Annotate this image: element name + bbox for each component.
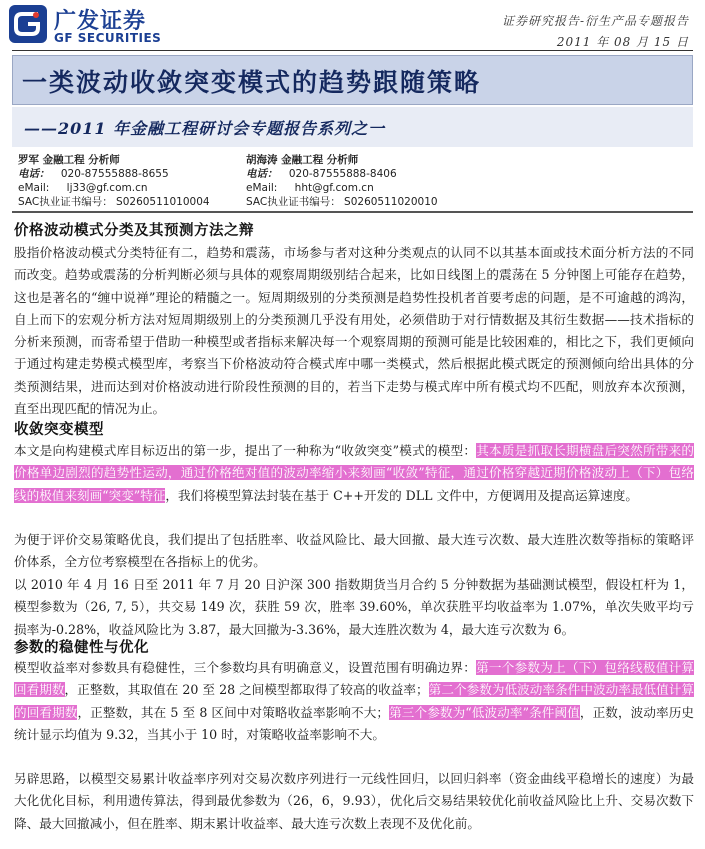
robustness-highlight-3: 第三个参数为“低波动率”条件阈值 xyxy=(389,704,580,720)
brand-name-en: GF SECURITIES xyxy=(54,31,162,45)
author-2-phone-label: 电话： xyxy=(246,168,278,180)
header-divider xyxy=(12,50,693,51)
author-1-sac xyxy=(18,196,210,209)
report-type: 证券研究报告-衍生产品专题报告 xyxy=(501,14,689,28)
section-heading-model: 收敛突变模型 xyxy=(14,421,104,438)
author-2-sac-value: S0260511020010 xyxy=(344,196,438,208)
author-2-email-value[interactable]: hht@gf.com.cn xyxy=(294,182,374,194)
author-2-sac xyxy=(246,196,438,209)
paragraph-optimization: 另辟思路，以模型交易累计收益率序列对交易次数序列进行一元线性回归，以回归斜率（资金曲线平稳增长的速度）为最大化优化目标，利用遗传算法，得到最优参数为（26，6，9.93），优化后交易结果较优化前收益风险比上升、交易次数下降、最大回撤减小，但在胜率、期末累计收益率、最大连亏次数上表现不及优化前。 xyxy=(14,771,694,831)
report-date: 2011 年 08 月 15 日 xyxy=(556,35,689,49)
robustness-text-d: ，正数，波动率历史统计显示均值为 9.32，当其小于 10 时，对策略收益率影响不大。 xyxy=(14,704,695,742)
model-intro-text-a: 本文是向构建模式库目标迈出的第一步，提出了一种称为“收敛突变”模式的模型： xyxy=(14,443,477,458)
section-heading-robustness: 参数的稳健性与优化 xyxy=(14,639,149,656)
author-1-email-label: eMail: xyxy=(18,182,50,194)
paragraph-backtest: 以 2010 年 4 月 16 日至 2011 年 7 月 20 日沪深 300 指数期货当月合约 5 分钟数据为基础测试模型，假设杠杆为 1，模型参数为（26, 7, 5），共交易 149 次，获胜 59 次，胜率 39.60%，单次获胜平均收益率为 1.07%，单次失败平均亏损率为-0.28%，收益风险比为 3.87，最大回撤为-3.36%，最大连胜次数为 4，最大连亏次数为 6。 xyxy=(14,577,694,637)
author-2-name: 胡海涛 金融工程 分析师 xyxy=(246,154,359,166)
author-divider xyxy=(12,211,693,213)
page-title: 一类波动收敛突变模式的趋势跟随策略 xyxy=(22,68,482,97)
author-2-phone-value: 020-87555888-8406 xyxy=(288,168,397,180)
author-1-phone xyxy=(18,168,169,181)
author-1-phone-label: 电话： xyxy=(18,168,50,180)
author-1-sac-value: S0260511010004 xyxy=(116,196,210,208)
author-2-email xyxy=(246,182,374,195)
author-1-email-value[interactable]: lj33@gf.com.cn xyxy=(66,182,148,194)
author-1-phone-value: 020-87555888-8655 xyxy=(60,168,169,180)
section-heading-classification: 价格波动模式分类及其预测方法之辩 xyxy=(14,222,254,239)
paragraph-evaluation: 为便于评价交易策略优良，我们提出了包括胜率、收益风险比、最大回撤、最大连亏次数、最大连胜次数等指标的策略评价体系，全方位考察模型在各指标上的优劣。 xyxy=(14,532,694,570)
author-2-sac-label: SAC执业证书编号： xyxy=(246,196,341,208)
author-1-sac-label: SAC执业证书编号： xyxy=(18,196,113,208)
model-intro-highlight: 其本质是抓取长期横盘后突然所带来的价格单边剧烈的趋势性运动，通过价格绝对值的波动率缩小来刻画“收敛”特征，通过价格穿越近期价格波动上（下）包络线的极值来刻画“突变”特征 xyxy=(14,443,694,503)
paragraph-classification: 股指价格波动模式分类特征有二，趋势和震荡，市场参与者对这种分类观点的认同不以其基本面或技术面分析方法的不同而改变。趋势或震荡的分析判断必须与具体的观察周期级别结合起来，比如日线图上的震荡在 5 分钟图上可能存在趋势，这也是著名的“缠中说禅”理论的精髓之一。短周期级别的分类预测是趋势性投机者首要考虑的问题，是不可逾越的鸿沟，自上而下的宏观分析方法对短周期级别上的分类预测几乎没有用处，必须借助于对行情数据及其衍生数据——技术指标的分析来预测，而寄希望于借助一种模型或者指标来解决每一个观察周期的预测可能是比较困难的，相比之下，我们更倾向于通过构建走势模式模型库，考察当下价格波动符合模式库中哪一类模式，然后根据此模式既定的预测倾向给出具体的分类预测结果，进而达到对价格波动进行阶段性预测的目的，若当下走势与模式库中所有模式均不匹配，则放弃本次预测，直至出现匹配的情况为止。 xyxy=(14,245,694,417)
model-intro-text-b: ，我们将模型算法封装在基于 C++开发的 DLL 文件中，方便调用及提高运算速度。 xyxy=(165,487,638,503)
robustness-text-a: 模型收益率对参数具有稳健性，三个参数均具有明确意义，设置范围有明确边界： xyxy=(14,660,477,675)
brand-name-cn: 广发证券 xyxy=(54,9,147,34)
robustness-text-c: ，正整数，其在 5 至 8 区间中对策略收益率影响不大； xyxy=(77,704,390,720)
author-1-name: 罗军 金融工程 分析师 xyxy=(18,154,120,166)
page-subtitle: ——2011 年金融工程研讨会专题报告系列之一 xyxy=(24,119,386,138)
author-2-phone xyxy=(246,168,397,181)
robustness-text-b: ，正整数，其取值在 20 至 28 之间模型都取得了较高的收益率； xyxy=(64,682,429,698)
robustness-highlight-1: 第一个参数为上（下）包络线极值计算回看期数 xyxy=(14,660,695,698)
gf-logo-icon xyxy=(8,4,48,44)
paragraph-robustness xyxy=(14,657,694,746)
robustness-highlight-2: 第二个参数为低波动率条件中波动率最低值计算的回看期数 xyxy=(14,682,694,720)
author-2-email-label: eMail: xyxy=(246,182,278,194)
author-1-email xyxy=(18,182,148,195)
paragraph-model-intro xyxy=(14,440,694,507)
